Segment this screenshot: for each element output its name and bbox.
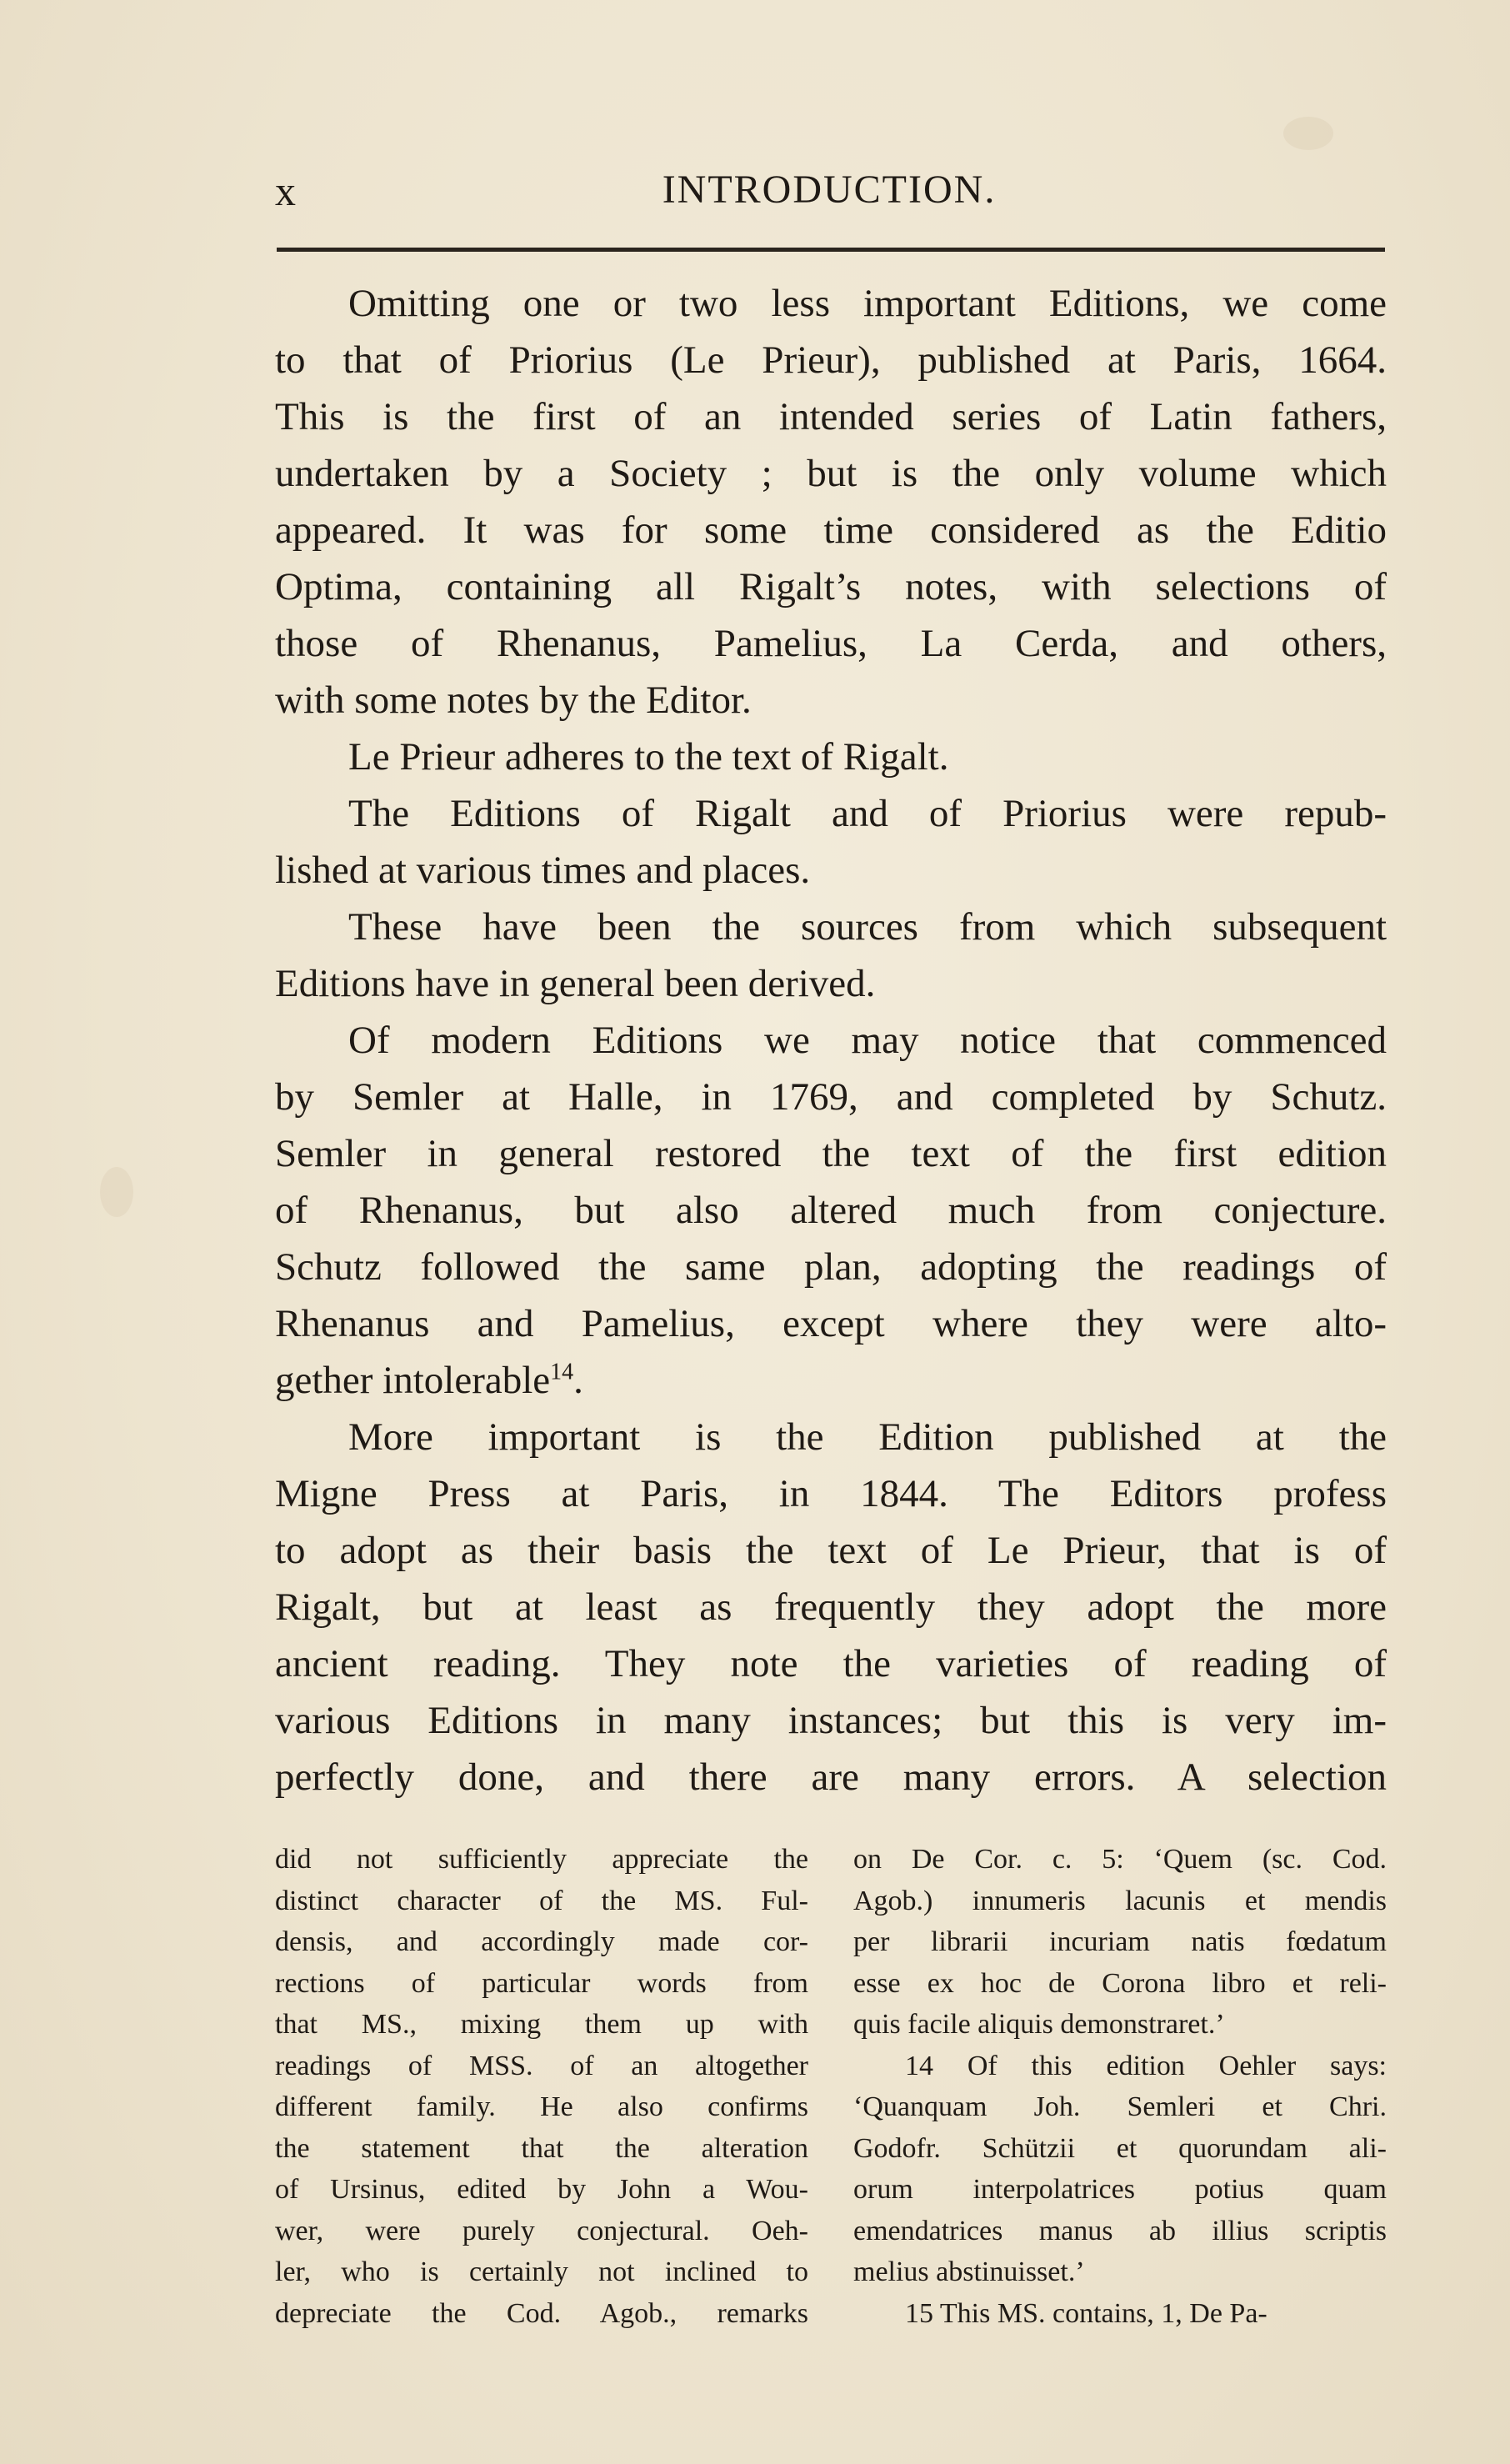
footnote-line: ler, who is certainly not inclined to [275, 2256, 808, 2287]
footnote-line: quis facile aliquis demonstraret.’ [853, 2009, 1225, 2040]
text-fragment: . [573, 1359, 583, 1402]
text-line: These have been the sources from which subsequent [348, 905, 1387, 949]
text-fragment: gether intolerable [275, 1359, 551, 1402]
footnote-line: on De Cor. c. 5: ‘Quem (sc. Cod. [853, 1844, 1387, 1875]
footnote-line: wer, were purely conjectural. Oeh- [275, 2215, 808, 2246]
footnote-line: esse ex hoc de Corona libro et reli- [853, 1967, 1387, 1999]
text-line: appeared. It was for some time considered as the Editio [275, 508, 1387, 552]
main-text [275, 275, 1387, 1805]
footnote-line: 14 Of this edition Oehler says: [905, 2050, 1387, 2081]
text-line: Optima, containing all Rigalt’s notes, with selections of [275, 565, 1387, 608]
footnote-line: orum interpolatrices potius quam [853, 2174, 1387, 2205]
footnote-line: 15 This MS. contains, 1, De Pa- [905, 2297, 1268, 2329]
footnote-line: densis, and accordingly made cor- [275, 1926, 808, 1957]
text-line: to that of Priorius (Le Prieur), published at Paris, 1664. [275, 338, 1387, 382]
footnote-line: Agob.) innumeris lacunis et mendis [853, 1885, 1387, 1916]
text-line: perfectly done, and there are many errors. A selection [275, 1755, 1387, 1799]
text-line: to adopt as their basis the text of Le Prieur, that is of [275, 1529, 1387, 1572]
footnote-line: the statement that the alteration [275, 2132, 808, 2164]
footnote-line: rections of particular words from [275, 1967, 808, 1999]
footnote-line: readings of MSS. of an altogether [275, 2050, 808, 2081]
footnote-line: did not sufficiently appreciate the [275, 1844, 808, 1875]
footnote-line: that MS., mixing them up with [275, 2009, 808, 2040]
footnote-reference[interactable]: 14 [550, 1359, 574, 1385]
page-header [275, 167, 1383, 225]
text-line: various Editions in many instances; but this is very im- [275, 1699, 1387, 1742]
text-line: Migne Press at Paris, in 1844. The Editors profess [275, 1472, 1387, 1515]
footnote-line: emendatrices manus ab illius scriptis [853, 2215, 1387, 2246]
text-line: Omitting one or two less important Editions, we come [348, 282, 1387, 325]
text-line: those of Rhenanus, Pamelius, La Cerda, and others, [275, 622, 1387, 665]
footnote-line: different family. He also confirms [275, 2091, 808, 2122]
page-number: x [275, 168, 297, 214]
text-line: Semler in general restored the text of the first edition [275, 1132, 1387, 1175]
text-line: undertaken by a Society ; but is the only volume which [275, 452, 1387, 495]
footnote-line: distinct character of the MS. Ful- [275, 1885, 808, 1916]
text-line: Schutz followed the same plan, adopting the readings of [275, 1245, 1387, 1289]
text-line: ancient reading. They note the varieties of reading of [275, 1642, 1387, 1685]
text-line: Editions have in general been derived. [275, 962, 876, 1005]
text-line [275, 1352, 1387, 1409]
footnote-line: Godofr. Schützii et quorundam ali- [853, 2132, 1387, 2164]
footnotes [275, 1839, 1387, 2339]
paper-stain [1283, 117, 1333, 150]
text-line: by Semler at Halle, in 1769, and completed by Schutz. [275, 1075, 1387, 1119]
footnote-column-left [275, 1839, 808, 2334]
text-line: This is the first of an intended series of Latin fathers, [275, 395, 1387, 438]
text-line: of Rhenanus, but also altered much from conjecture. [275, 1189, 1387, 1232]
footnote-line: melius abstinuisset.’ [853, 2256, 1085, 2287]
footnote-line: of Ursinus, edited by John a Wou- [275, 2174, 808, 2205]
footnote-column-right [853, 1839, 1387, 2334]
text-line: Le Prieur adheres to the text of Rigalt. [348, 735, 949, 779]
text-line: The Editions of Rigalt and of Priorius were repub- [348, 792, 1387, 835]
text-line: lished at various times and places. [275, 849, 811, 892]
footnote-line: ‘Quanquam Joh. Semleri et Chri. [853, 2091, 1387, 2122]
header-rule [277, 248, 1385, 252]
running-head: INTRODUCTION. [662, 168, 997, 212]
text-line: with some notes by the Editor. [275, 679, 752, 722]
footnote-line: per librarii incuriam natis fœdatum [853, 1926, 1387, 1957]
text-line: More important is the Edition published at the [348, 1415, 1387, 1459]
footnote-line: depreciate the Cod. Agob., remarks [275, 2297, 808, 2329]
text-line: Rhenanus and Pamelius, except where they were alto- [275, 1302, 1387, 1345]
text-line: Of modern Editions we may notice that commenced [348, 1019, 1387, 1062]
paper-stain [100, 1167, 133, 1217]
text-line: Rigalt, but at least as frequently they adopt the more [275, 1585, 1387, 1629]
